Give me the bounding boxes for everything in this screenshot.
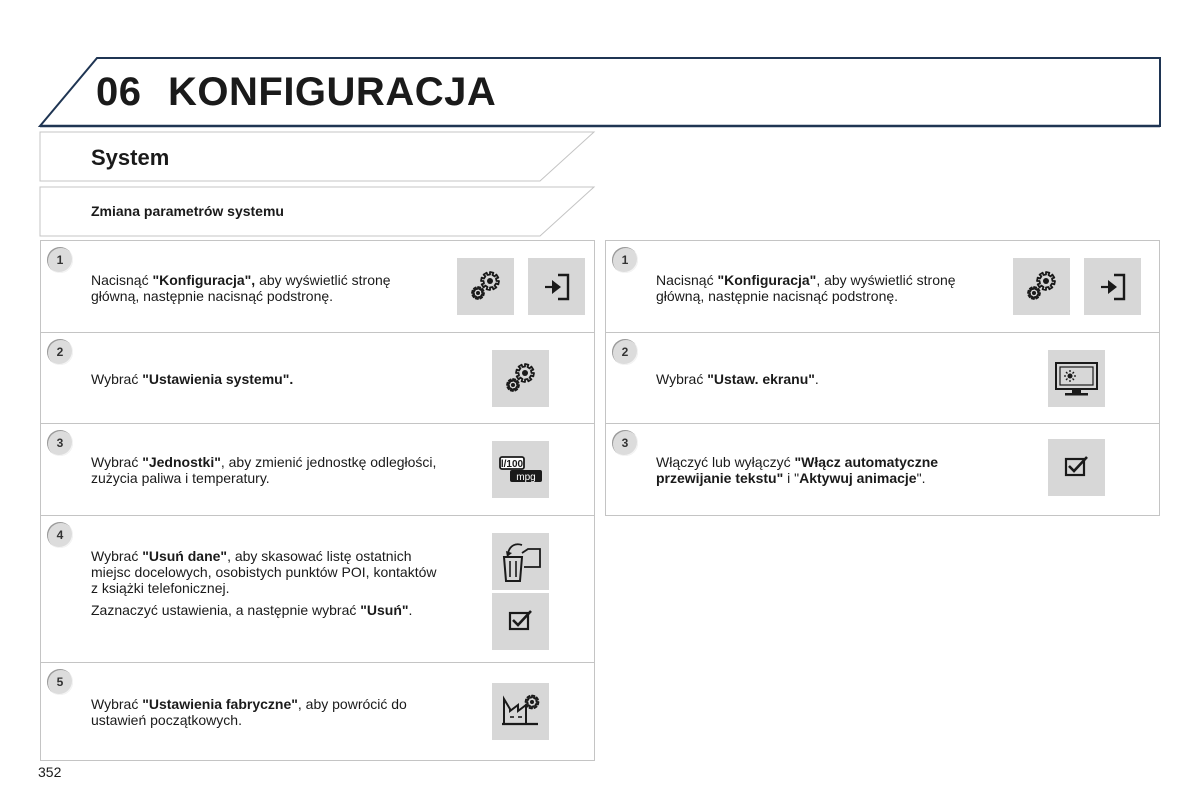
step-paragraph [91, 454, 441, 486]
step-row [606, 424, 1159, 516]
step-number-badge: 4 [47, 522, 73, 548]
step-paragraph [91, 696, 441, 728]
step-paragraph [656, 371, 991, 387]
page-number: 352 [38, 764, 62, 780]
step-paragraph [656, 272, 991, 304]
step-row [41, 424, 594, 516]
step-paragraph [656, 454, 991, 486]
checkbox-icon [492, 593, 549, 650]
enter-submenu-icon [1084, 258, 1141, 315]
step-text-segment: Wybrać [91, 371, 143, 387]
step-text-bold: "Ustawienia fabryczne" [142, 696, 298, 712]
step-number-badge: 3 [47, 430, 73, 456]
step-text-segment: , aby wyświetlić stronę główną, następnie nacisnąć podstronę. [656, 272, 956, 304]
step-text-segment: Nacisnąć [91, 272, 153, 288]
chapter-title: KONFIGURACJA [168, 70, 497, 114]
factory-settings-icon [492, 683, 549, 740]
step-text-bold: "Usuń dane" [142, 548, 228, 564]
delete-data-icon [492, 533, 549, 590]
step-text-bold: "Ustawienia systemu". [142, 371, 294, 387]
step-number-badge: 1 [612, 247, 638, 273]
step-text-segment: , aby skasować listę ostatnich miejsc docelowych, osobistych punktów POI, kontaktów z książki telefonicznej. [91, 548, 437, 596]
step-instruction [91, 371, 441, 387]
step-row [41, 241, 594, 333]
step-number-badge: 2 [47, 339, 73, 365]
step-row [41, 333, 594, 424]
step-number-badge: 5 [47, 669, 73, 695]
step-text-segment: Zaznaczyć ustawienia, a następnie wybrać [91, 602, 361, 618]
step-text-segment: Wybrać [91, 454, 143, 470]
step-instruction [656, 454, 991, 486]
step-text-segment: aby wyświetlić stronę główną, następnie nacisnąć podstronę. [91, 272, 391, 304]
step-text-bold: "Konfiguracja", [152, 272, 256, 288]
step-instruction [91, 696, 441, 728]
units-icon-label-top: l/100 [500, 459, 524, 470]
step-text-segment: Wybrać [91, 548, 143, 564]
checkbox-icon [1048, 439, 1105, 496]
step-row [41, 516, 594, 663]
chapter-number: 06 [96, 70, 142, 114]
step-text-bold: "Usuń" [360, 602, 409, 618]
screen-settings-icon [1048, 350, 1105, 407]
step-row [606, 241, 1159, 333]
step-text-bold: "Jednostki" [142, 454, 221, 470]
step-instruction [656, 272, 991, 304]
gears-icon [457, 258, 514, 315]
step-text-bold: "Włącz automatyczne przewijanie tekstu" [656, 454, 939, 486]
step-text-segment: . [814, 371, 819, 387]
step-text-segment: Włączyć lub wyłączyć [656, 454, 795, 470]
step-number-badge: 1 [47, 247, 73, 273]
step-instruction [91, 454, 441, 486]
right-steps-panel [605, 240, 1160, 516]
step-number-badge: 3 [612, 430, 638, 456]
enter-submenu-icon [528, 258, 585, 315]
units-icon [492, 441, 549, 498]
step-text-segment: Nacisnąć [656, 272, 718, 288]
step-number-badge: 2 [612, 339, 638, 365]
step-instruction [656, 371, 991, 387]
step-text-bold: "Ustaw. ekranu" [707, 371, 815, 387]
step-text-bold: "Konfiguracja" [717, 272, 817, 288]
step-text-segment: , aby powrócić do ustawień początkowych. [91, 696, 407, 728]
step-paragraph [91, 272, 441, 304]
step-text-segment: Wybrać [91, 696, 143, 712]
section-title: System [91, 145, 170, 170]
step-row [606, 333, 1159, 424]
step-paragraph [91, 548, 441, 596]
units-icon-label-bottom: mpg [516, 472, 536, 483]
step-row [41, 663, 594, 761]
gears-icon [1013, 258, 1070, 315]
step-text-segment: , aby zmienić jednostkę odległości, zużycia paliwa i temperatury. [91, 454, 437, 486]
step-instruction [91, 272, 441, 304]
step-text-segment: Wybrać [656, 371, 708, 387]
gears-icon [492, 350, 549, 407]
subsection-title: Zmiana parametrów systemu [91, 203, 284, 219]
step-instruction [91, 548, 441, 618]
step-paragraph [91, 602, 441, 618]
step-text-segment: . [408, 602, 413, 618]
left-steps-panel [40, 240, 595, 761]
step-text-segment: i " [783, 470, 800, 486]
step-text-bold: Aktywuj animacje [799, 470, 917, 486]
step-paragraph [91, 371, 441, 387]
step-text-segment: ". [916, 470, 926, 486]
